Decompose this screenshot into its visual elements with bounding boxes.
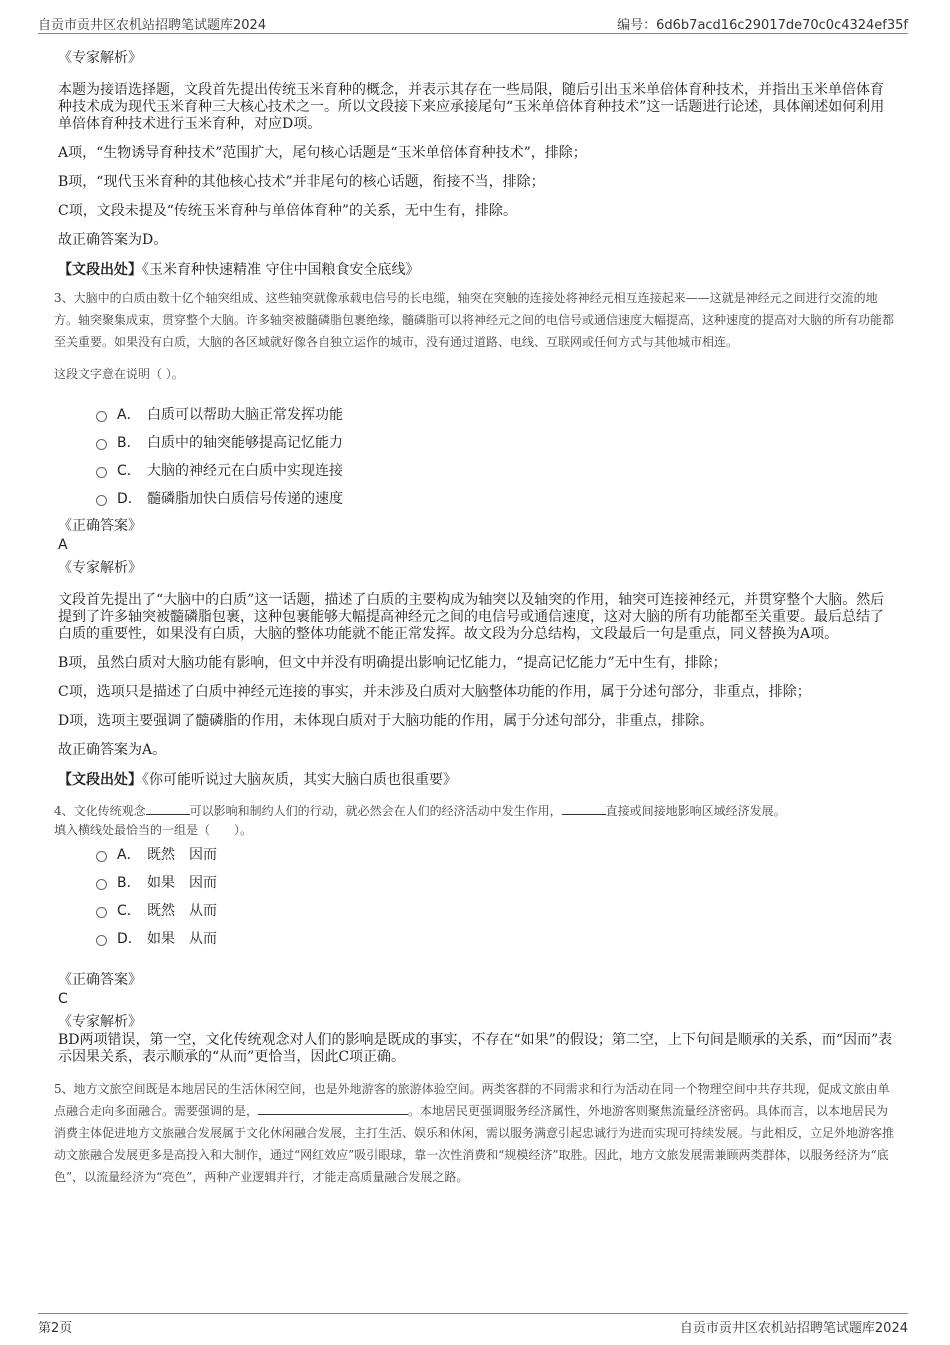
option-c[interactable] [96, 896, 896, 924]
stem-part: 直接或间接地影响区域经济发展。 [605, 804, 786, 818]
option-letter: D． [117, 931, 142, 947]
option-b[interactable] [96, 428, 896, 456]
option-letter: D． [117, 491, 142, 507]
option-letter: C． [117, 903, 141, 919]
answer-value: A [58, 537, 68, 553]
question-4-options [96, 840, 896, 952]
analysis-paragraph: 本题为接语选择题，文段首先提出传统玉米育种的概念，并表示其存在一些局限，随后引出玉米单倍体育种技术，并指出玉米单倍体育种技术成为现代玉米育种三大核心技术之一。所以文段接下来应承接尾句“玉米单倍体育种技术”这一话题进行论述，具体阐述如何利用单倍体育种技术进行玉米育种，对应D项。 [58, 82, 885, 132]
option-a[interactable] [96, 840, 896, 868]
header-divider [38, 33, 908, 34]
stem-part: 5、地方文旅空间既是本地居民的生活休闲空间，也是外地游客的旅游体验空间。两类客群的不同需求和行为活动在同一个物理空间中共存共现，促成文旅由单点融合走向多面融合。需要强调的是， [54, 1082, 890, 1118]
fill-blank [562, 802, 606, 815]
question-3-stem: 3、大脑中的白质由数十亿个轴突组成、这些轴突就像承载电信号的长电缆，轴突在突触的连接处将神经元相互连接起来——这就是神经元之间进行交流的地方。轴突聚集成束，贯穿整个大脑。许多轴突被髓磷脂包裹绝缘，髓磷脂可以将神经元之间的电信号或通信速度大幅提高，这种速度的提高对大脑的所有功能都至关重要。如果没有白质，大脑的各区域就好像各自独立运作的城市，没有通过道路、电线、互联网或任何方式与其他城市相连。 [54, 291, 895, 349]
analysis-option-c: C项，文段未提及“传统玉米育种与单倍体育种”的关系，无中生有，排除。 [58, 203, 518, 219]
source-label: 【文段出处】 [58, 772, 142, 788]
radio-icon[interactable] [96, 467, 107, 478]
answer-value: C [58, 991, 68, 1007]
option-text: 既然 从而 [147, 903, 217, 919]
footer-title: 自贡市贡井区农机站招聘笔试题库2024 [679, 1321, 908, 1336]
analysis-conclusion: 故正确答案为A。 [58, 742, 167, 758]
option-text: 如果 因而 [147, 875, 217, 891]
option-text: 大脑的神经元在白质中实现连接 [147, 463, 343, 479]
radio-icon[interactable] [96, 439, 107, 450]
option-b[interactable] [96, 868, 896, 896]
analysis-label: 《专家解析》 [58, 50, 142, 66]
option-c[interactable] [96, 456, 896, 484]
stem-part: 可以影响和制约人们的行动，就必然会在人们的经济活动中发生作用， [189, 804, 562, 818]
source-label: 【文段出处】 [58, 262, 142, 278]
option-text: 白质可以帮助大脑正常发挥功能 [147, 407, 343, 423]
radio-icon[interactable] [96, 411, 107, 422]
question-4-prompt: 填入横线处最恰当的一组是（ ）。 [54, 823, 253, 837]
page-number: 第2页 [38, 1321, 73, 1336]
option-text: 髓磷脂加快白质信号传递的速度 [147, 491, 343, 507]
option-a[interactable] [96, 400, 896, 428]
question-5-stem [54, 1078, 896, 1188]
stem-part: 。本地居民更强调服务经济属性，外地游客则聚焦流量经济密码。具体而言，以本地居民为消费主体促进地方文旅融合发展属于文化休闲融合发展，主打生活、娱乐和休闲，需以服务满意引起忠诚行为进而实现可持续发展。与此相反，立足外地游客推动文旅融合发展更多是高投入和大制作，通过“网红效应”吸引眼球，靠一次性消费和“规模经济”取胜。因此，地方文旅发展需兼顾两类群体，以服务经济为“底色”，以流量经济为“亮色”，两种产业逻辑并行，才能走高质量融合发展之路。 [54, 1104, 895, 1184]
answer-label: 《正确答案》 [58, 972, 142, 988]
analysis-option-b: B项，“现代玉米育种的其他核心技术”并非尾句的核心话题，衔接不当，排除； [58, 174, 545, 190]
analysis-paragraph: 文段首先提出了“大脑中的白质”这一话题，描述了白质的主要构成为轴突以及轴突的作用，轴突可连接神经元，并贯穿整个大脑。然后提到了许多轴突被髓磷脂包裹，这种包裹能够大幅提高神经元之间的电信号或通信速度，这对大脑的所有功能都至关重要。最后总结了白质的重要性，如果没有白质，大脑的整体功能就不能正常发挥。故文段为分总结构，文段最后一句是重点，同义替换为A项。 [58, 592, 885, 642]
analysis-option-d: D项，选项主要强调了髓磷脂的作用，未体现白质对于大脑功能的作用，属于分述句部分，非重点，排除。 [58, 713, 714, 729]
analysis-option-b: B项，虽然白质对大脑功能有影响，但文中并没有明确提出影响记忆能力，“提高记忆能力”无中生有，排除； [58, 655, 727, 671]
option-letter: C． [117, 463, 141, 479]
fill-blank [146, 802, 190, 815]
option-letter: B． [117, 435, 141, 451]
analysis-conclusion: 故正确答案为D。 [58, 232, 168, 248]
radio-icon[interactable] [96, 907, 107, 918]
header-code: 编号：6d6b7acd16c29017de70c0c4324ef35f [617, 18, 908, 33]
source-line [58, 261, 896, 279]
option-d[interactable] [96, 924, 896, 952]
radio-icon[interactable] [96, 879, 107, 890]
option-text: 白质中的轴突能够提高记忆能力 [147, 435, 343, 451]
analysis-option-a: A项，“生物诱导育种技术”范围扩大，尾句核心话题是“玉米单倍体育种技术”，排除； [58, 145, 587, 161]
analysis-paragraph: BD两项错误，第一空，文化传统观念对人们的影响是既成的事实，不存在“如果”的假设；第二空，上下句间是顺承的关系，而“因而”表示因果关系，表示顺承的“从而”更恰当，因此C项正确。 [58, 1032, 893, 1065]
stem-part: 4、文化传统观念 [54, 804, 146, 818]
page-header [38, 12, 908, 32]
option-letter: B． [117, 875, 141, 891]
radio-icon[interactable] [96, 935, 107, 946]
fill-blank [258, 1102, 408, 1115]
option-text: 如果 从而 [147, 931, 217, 947]
option-letter: A． [117, 847, 141, 863]
analysis-option-c: C项，选项只是描述了白质中神经元连接的事实，并未涉及白质对大脑整体功能的作用，属于分述句部分，非重点，排除； [58, 684, 811, 700]
analysis-label: 《专家解析》 [58, 560, 142, 576]
option-letter: A． [117, 407, 141, 423]
radio-icon[interactable] [96, 851, 107, 862]
source-line [58, 771, 896, 789]
page-content [38, 44, 896, 1188]
question-3-prompt: 这段文字意在说明（ ）。 [54, 367, 184, 381]
option-text: 既然 因而 [147, 847, 217, 863]
footer-divider [38, 1313, 908, 1314]
header-title: 自贡市贡井区农机站招聘笔试题库2024 [38, 18, 267, 33]
question-3-options [96, 400, 896, 512]
source-title: 《你可能听说过大脑灰质，其实大脑白质也很重要》 [142, 772, 457, 788]
option-d[interactable] [96, 484, 896, 512]
source-title: 《玉米育种快速精准 守住中国粮食安全底线》 [142, 262, 420, 278]
question-4-stem [54, 801, 896, 821]
analysis-label: 《专家解析》 [58, 1014, 142, 1030]
radio-icon[interactable] [96, 495, 107, 506]
answer-label: 《正确答案》 [58, 518, 142, 534]
